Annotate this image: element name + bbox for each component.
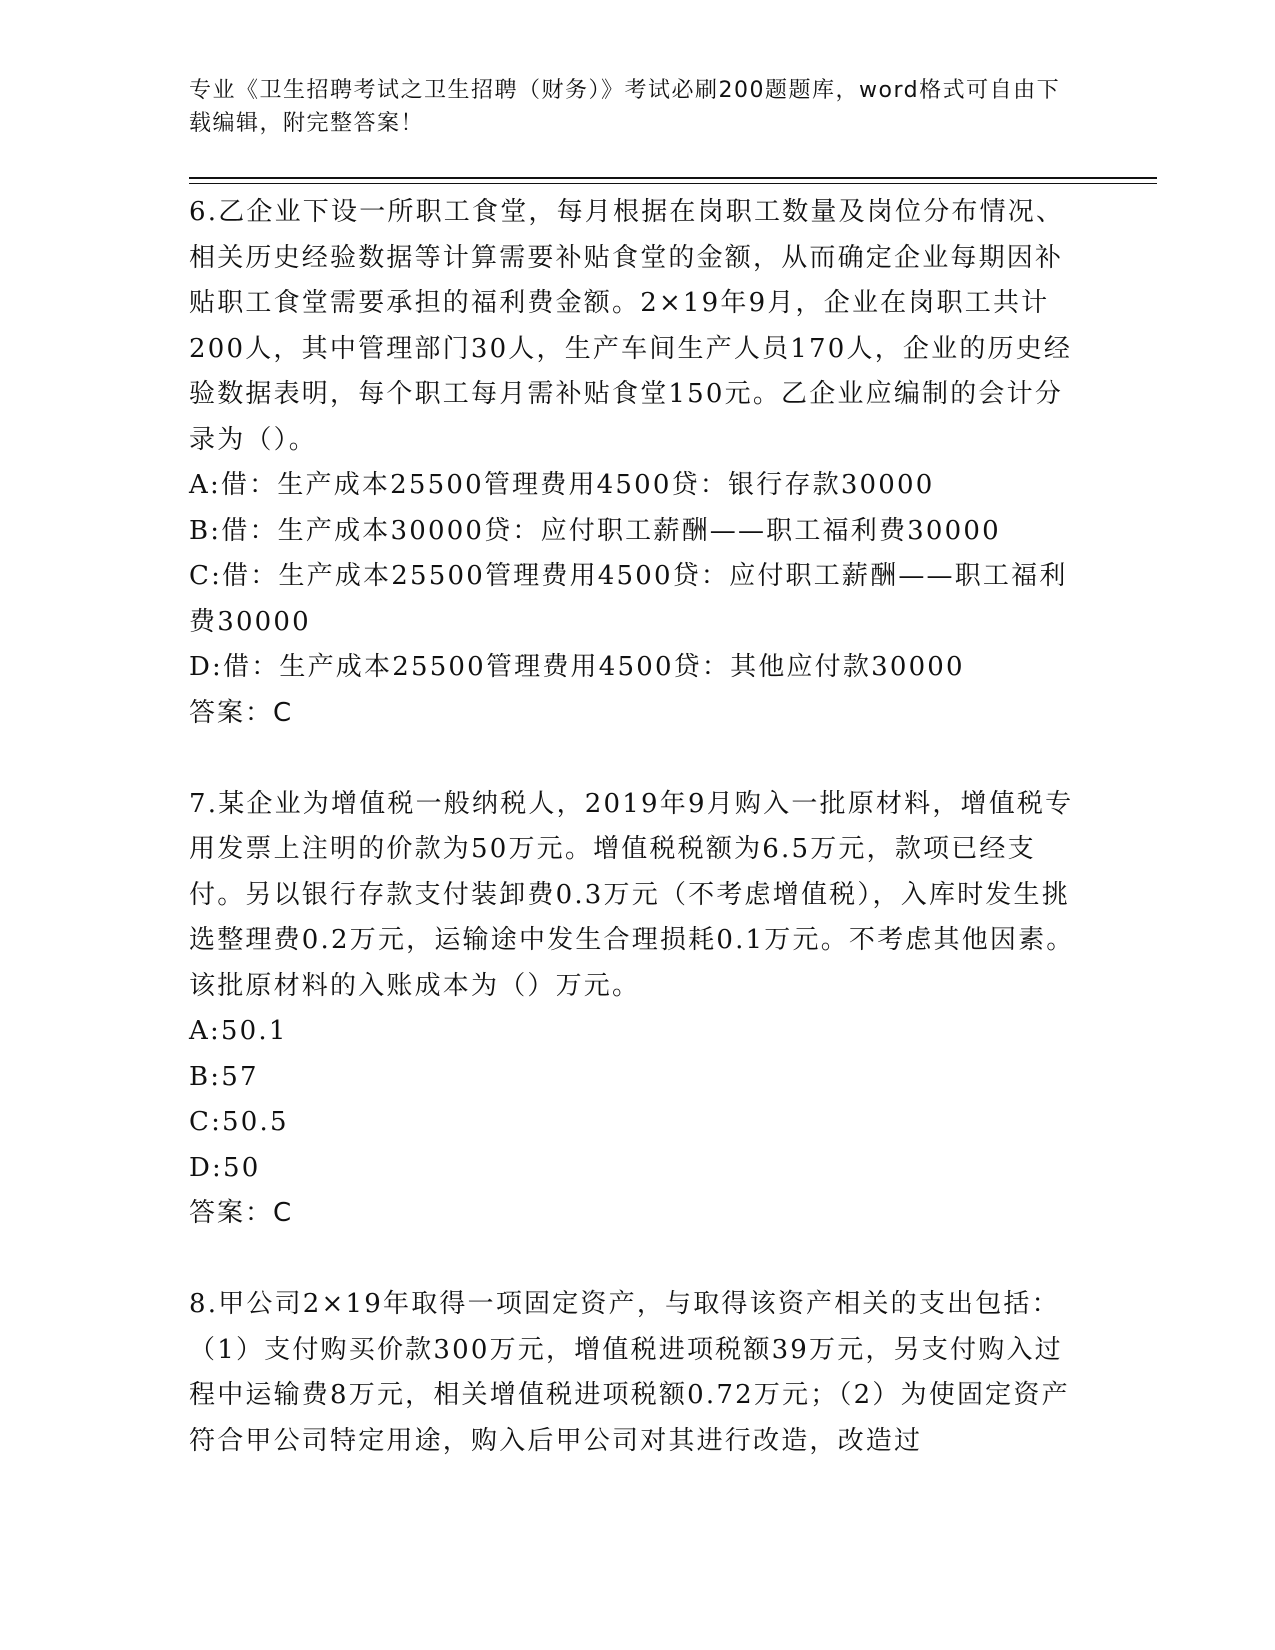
option-a: A:借：生产成本25500管理费用4500贷：银行存款30000 [189, 470, 935, 500]
question-stem: 6.乙企业下设一所职工食堂，每月根据在岗职工数量及岗位分布情况、相关历史经验数据等计算需要补贴食堂的金额，从而确定企业每期因补贴职工食堂需要承担的福利费金额。2×19年9月，企业在岗职工共计200人，其中管理部门30人，生产车间生产人员170人，企业的历史经验数据表明，每个职工每月需补贴食堂150元。乙企业应编制的会计分录为（）。 [189, 197, 1073, 455]
option-d: D:50 [189, 1152, 261, 1183]
question-8 [189, 1282, 1089, 1464]
option-c: C:50.5 [189, 1107, 289, 1137]
question-spacer [189, 736, 1089, 782]
option-d: D:借：生产成本25500管理费用4500贷：其他应付款30000 [189, 652, 965, 682]
question-6 [189, 190, 1089, 736]
question-list [189, 190, 1089, 1464]
answer-label: 答案：C [189, 697, 294, 728]
question-stem: 7.某企业为增值税一般纳税人，2019年9月购入一批原材料，增值税专用发票上注明的价款为50万元。增值税税额为6.5万元，款项已经支付。另以银行存款支付装卸费0.3万元（不考虑增值税），入库时发生挑选整理费0.2万元，运输途中发生合理损耗0.1万元。不考虑其他因素。该批原材料的入账成本为（）万元。 [189, 788, 1075, 1001]
document-header-title: 专业《卫生招聘考试之卫生招聘（财务）》考试必刷200题题库，word格式可自由下载编辑，附完整答案！ [189, 78, 1061, 136]
header-divider-thick [189, 177, 1157, 179]
header-divider-thin [189, 183, 1157, 184]
option-a: A:50.1 [189, 1016, 288, 1046]
question-spacer [189, 1237, 1089, 1283]
option-c: C:借：生产成本25500管理费用4500贷：应付职工薪酬——职工福利费30000 [189, 561, 1068, 637]
option-b: B:57 [189, 1061, 259, 1092]
question-stem: 8.甲公司2×19年取得一项固定资产，与取得该资产相关的支出包括：（1）支付购买价款300万元，增值税进项税额39万元，另支付购入过程中运输费8万元，相关增值税进项税额0.72万元；（2）为使固定资产符合甲公司特定用途，购入后甲公司对其进行改造，改造过 [189, 1289, 1070, 1456]
question-7 [189, 782, 1089, 1237]
option-b: B:借：生产成本30000贷：应付职工薪酬——职工福利费30000 [189, 515, 1001, 546]
answer-label: 答案：C [189, 1198, 294, 1228]
